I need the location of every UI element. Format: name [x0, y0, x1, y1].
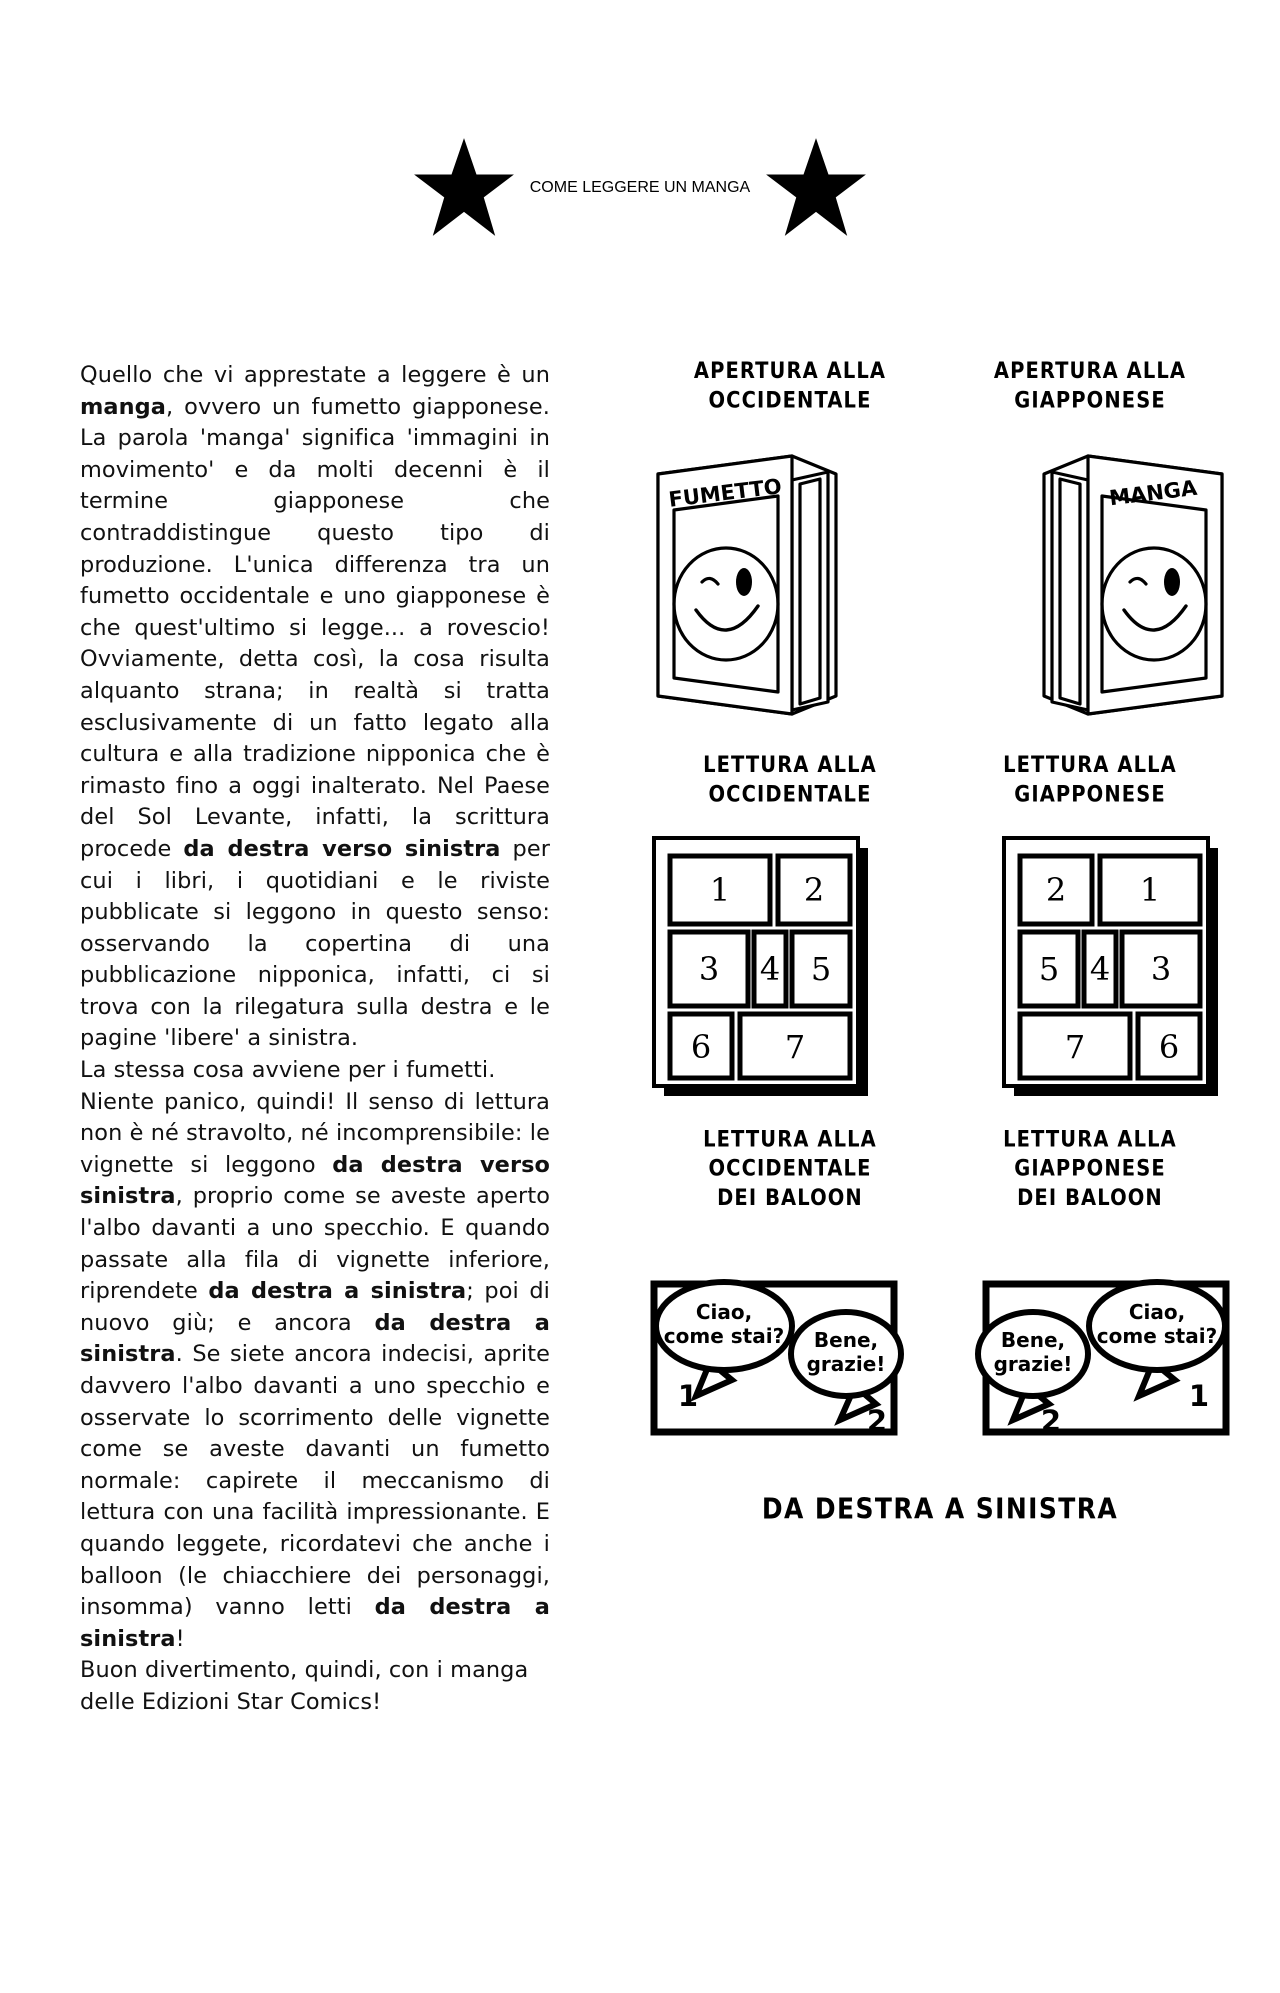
balloon-number: 2 [866, 1404, 888, 1438]
caption-lettura-occidentale: LETTURA ALLA OCCIDENTALE [703, 752, 877, 807]
panel-number: 7 [1064, 1028, 1086, 1066]
book-japanese-icon [970, 434, 1240, 724]
panel-number: 5 [1038, 950, 1060, 988]
balloon-text-line2: come stai? [663, 1324, 785, 1348]
panel-grid-japanese [980, 826, 1240, 1106]
opening-captions [640, 360, 1240, 412]
balloon-text-line1: Ciao, [1128, 1300, 1186, 1324]
book-cover-label: MANGA [1107, 475, 1199, 511]
panel-number: 6 [1158, 1028, 1180, 1066]
paragraph: Niente panico, quindi! Il senso di lettura non è né stravolto, né incomprensibile: le vignette si leggono da destra verso sinistra, proprio come se aveste aperto l'albo davanti a uno specchio. E quando passate alla fila di vignette inferiore, riprendete da destra a sinistra; poi di nuovo giù; e ancora da destra a sinistra. Se siete ancora indecisi, aprite davvero l'albo davanti a uno specchio e osservate lo scorrimento delle vignette come se aveste davanti un fumetto normale: capirete il meccanismo di lettura con una facilità impressionante. E quando leggete, ricordatevi che anche i balloon (le chiacchiere dei personaggi, insomma) vanno letti da destra a sinistra! [80, 1088, 551, 1652]
panel-number: 5 [810, 950, 832, 988]
panel-number: 3 [698, 950, 720, 988]
panel-number: 7 [784, 1028, 806, 1066]
page-title: COME LEGGERE UN MANGA [529, 179, 751, 196]
book-illustrations [640, 434, 1240, 724]
panel-order-diagrams [640, 826, 1240, 1106]
caption-apertura-occidentale: APERTURA ALLA OCCIDENTALE [693, 358, 887, 413]
balloon-number: 1 [677, 1379, 699, 1413]
page-header [0, 128, 1280, 248]
panel-number: 2 [803, 871, 825, 909]
caption-lettura-giapponese-baloon: LETTURA ALLA GIAPPONESE DEI BALOON [1003, 1126, 1177, 1211]
figures-column [640, 358, 1240, 1526]
panel-number: 1 [1139, 871, 1161, 909]
balloon-text-line2: grazie! [993, 1352, 1073, 1376]
caption-lettura-giapponese: LETTURA ALLA GIAPPONESE [1003, 752, 1177, 807]
balloon-panel-japanese [955, 1268, 1240, 1458]
panel-number: 6 [690, 1028, 712, 1066]
book-western-icon [640, 434, 910, 724]
balloon-text-line2: come stai? [1096, 1324, 1218, 1348]
balloon-number: 1 [1188, 1379, 1210, 1413]
panel-grid-western [640, 826, 900, 1106]
panel-number: 4 [759, 950, 781, 988]
caption-apertura-giapponese: APERTURA ALLA GIAPPONESE [993, 358, 1187, 413]
balloon-text-line1: Bene, [1000, 1328, 1066, 1352]
book-cover-label: FUMETTO [667, 474, 783, 512]
star-icon [412, 136, 516, 240]
balloon-text-line1: Bene, [813, 1328, 879, 1352]
balloon-text-line2: grazie! [806, 1352, 886, 1376]
paragraph: Quello che vi apprestate a leggere è un manga, ovvero un fumetto giapponese. La parola 'manga' significa 'immagini in movimento' e da molti decenni è il termine giapponese che contraddistingue questo tipo di produzione. L'unica differenza tra un fumetto occidentale e uno giapponese è che quest'ultimo si legge... a rovescio! Ovviamente, detta così, la cosa risulta alquanto strana; in realtà si tratta esclusivamente di un fatto legato alla cultura e alla tradizione nipponica che è rimasto fino a oggi inalterato. Nel Paese del Sol Levante, infatti, la scrittura procede da destra verso sinistra per cui i libri, i quotidiani e le riviste pubblicate si leggono in questo senso: osservando la copertina di una pubblicazione nipponica, infatti, ci si trova con la rilegatura sulla destra e le pagine 'libere' a sinistra. [80, 362, 550, 1052]
balloon-number: 2 [1040, 1404, 1062, 1438]
balloon-text-line1: Ciao, [695, 1300, 753, 1324]
reading-captions [640, 754, 1240, 806]
panel-number: 3 [1150, 950, 1172, 988]
panel-number: 1 [709, 871, 731, 909]
panel-number: 2 [1045, 871, 1067, 909]
star-icon [764, 136, 868, 240]
caption-lettura-occidentale-baloon: LETTURA ALLA OCCIDENTALE DEI BALOON [703, 1126, 877, 1211]
footer-caption: DA DESTRA A SINISTRA [761, 1491, 1119, 1526]
balloon-order-diagrams [640, 1268, 1240, 1458]
panel-number: 4 [1089, 950, 1111, 988]
paragraph: La stessa cosa avviene per i fumetti. [80, 1057, 496, 1084]
article-body [80, 360, 550, 1719]
balloon-captions [640, 1126, 1240, 1211]
balloon-panel-western [640, 1268, 925, 1458]
paragraph: Buon divertimento, quindi, con i manga delle Edizioni Star Comics! [80, 1657, 529, 1715]
